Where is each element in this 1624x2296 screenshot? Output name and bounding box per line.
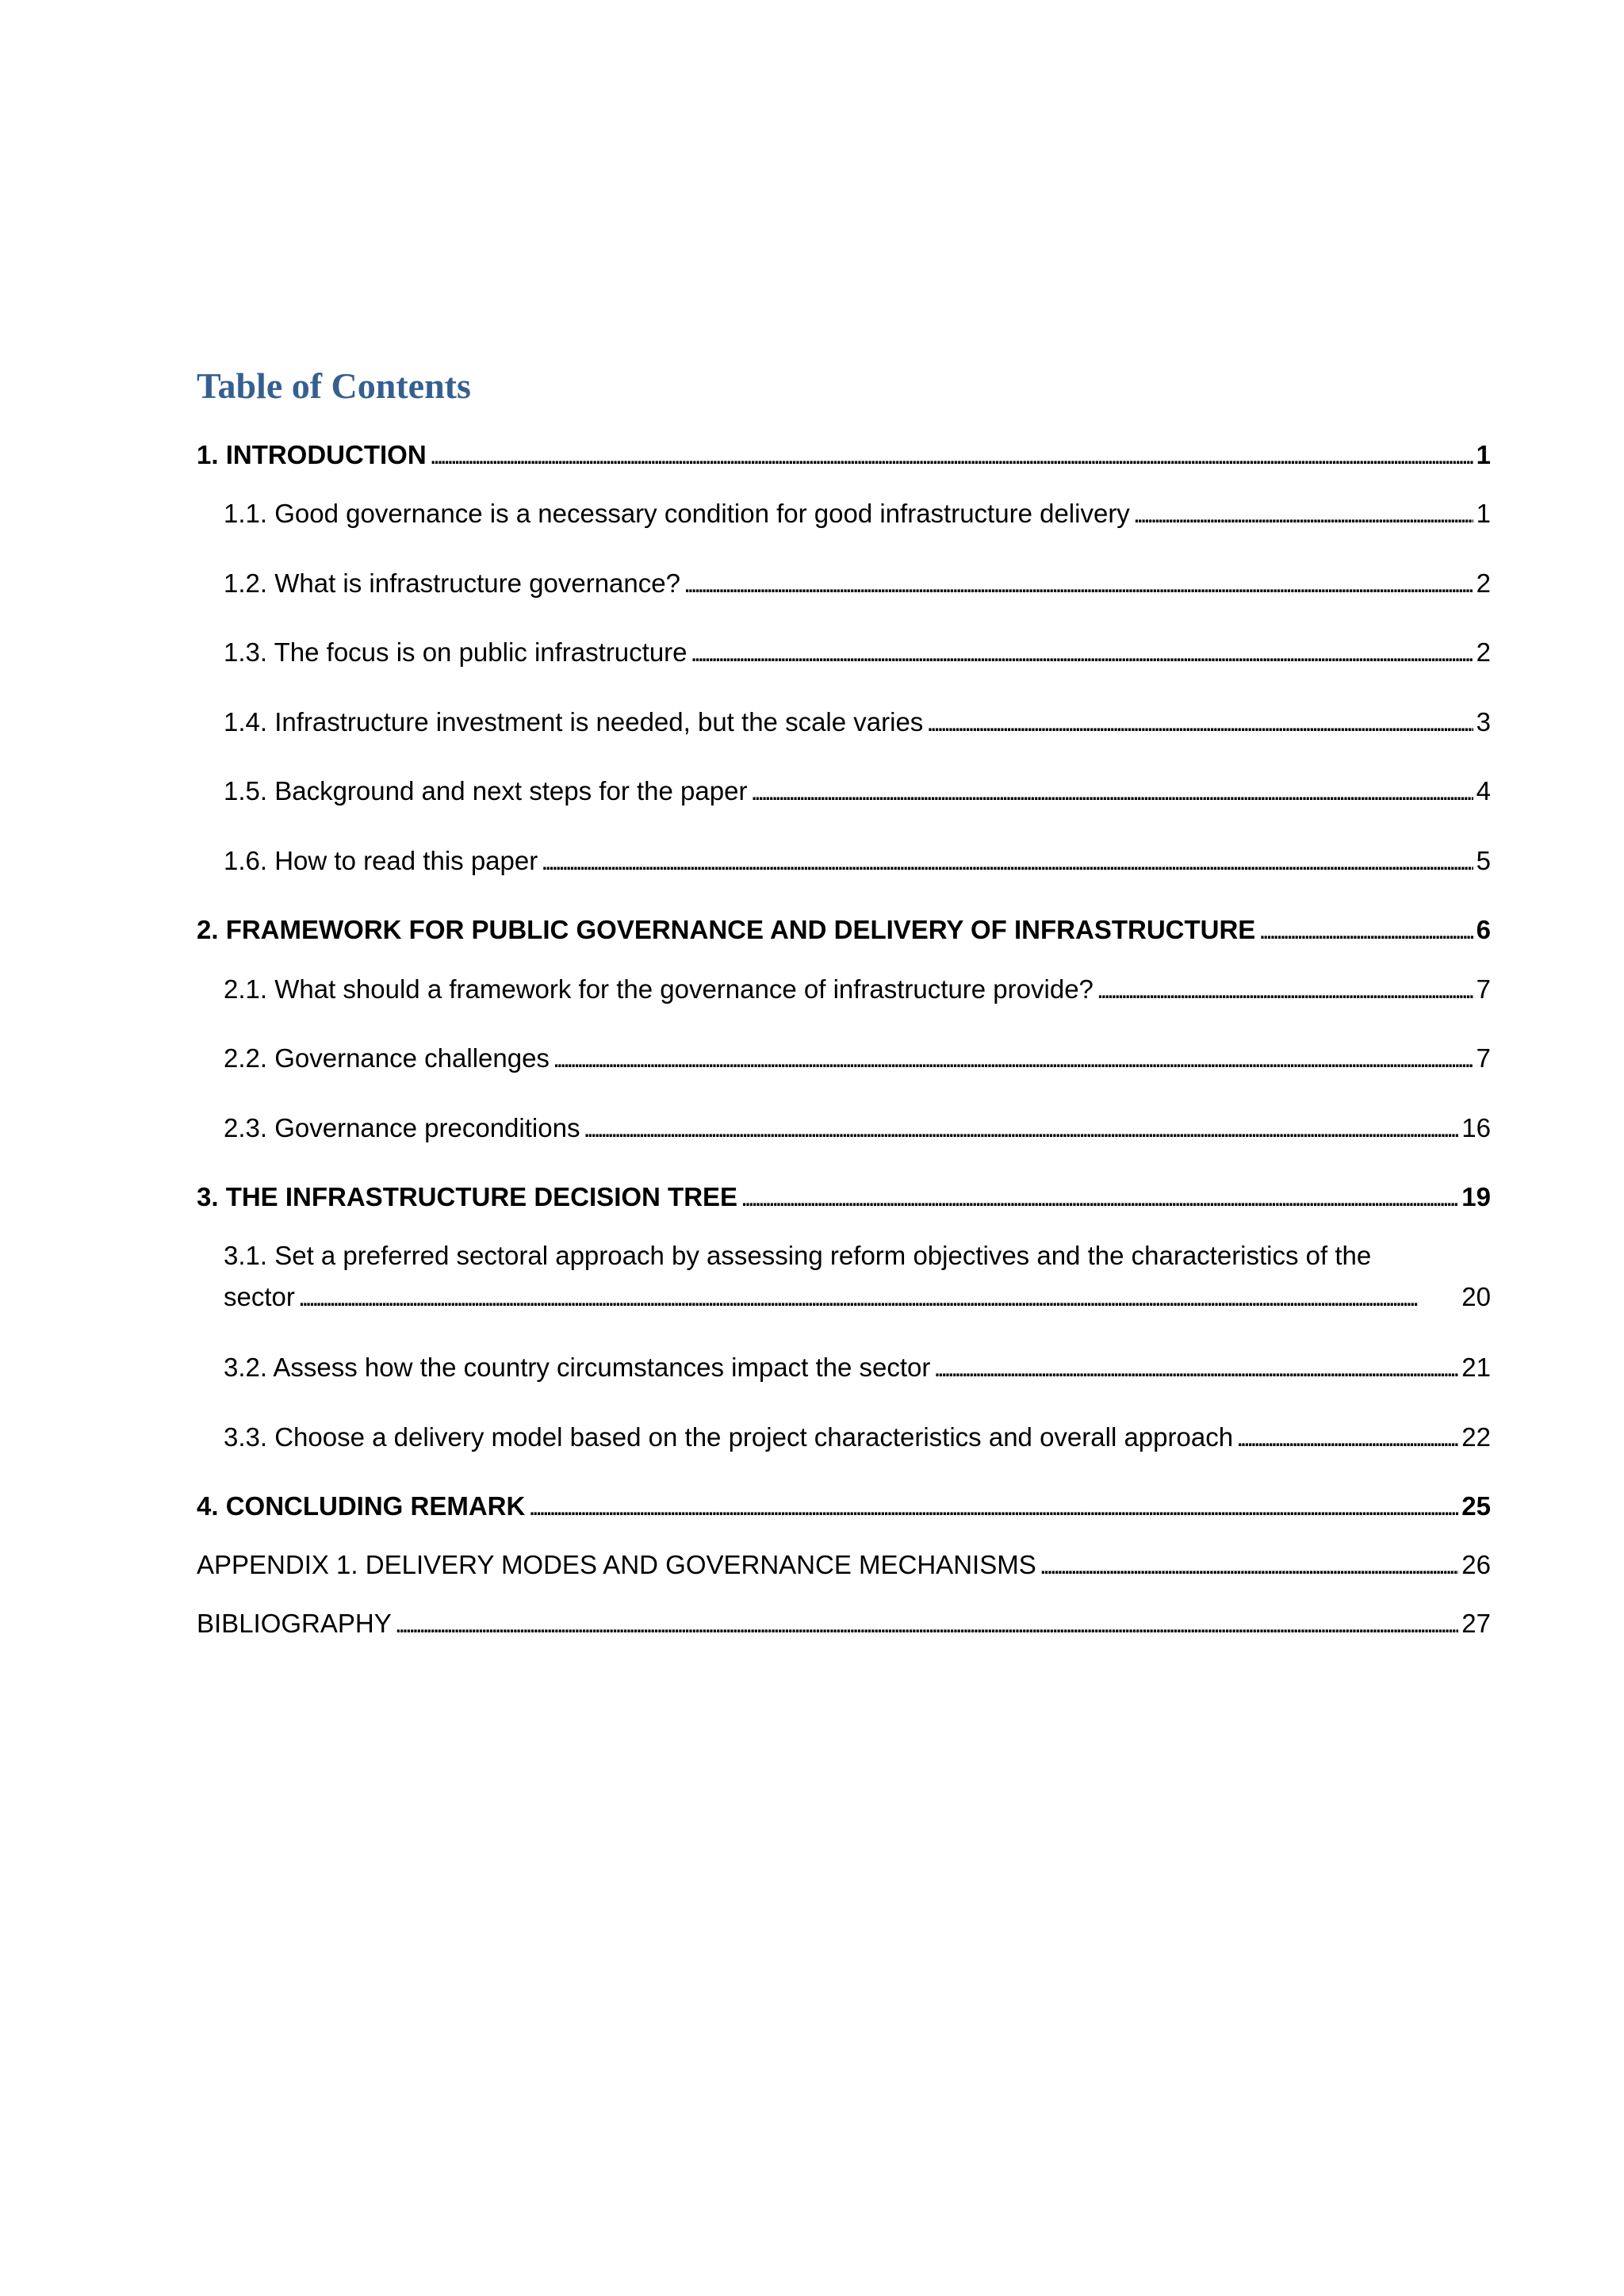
dot-leader [926,702,1473,743]
dot-leader [1236,1417,1458,1458]
toc-entry-1-4[interactable] [224,702,1491,743]
toc-entry-1-6[interactable] [224,840,1491,882]
toc-page-number: 1 [1476,440,1491,469]
toc-entry-appendix-1[interactable] [197,1544,1491,1586]
toc-page-number: 21 [1461,1353,1491,1382]
dot-leader [553,1038,1473,1079]
toc-entry-label: 3.2. Assess how the country circumstances impact the sector [224,1353,931,1382]
toc-entry-label: 2.3. Governance preconditions [224,1113,580,1142]
toc-page-number: 3 [1476,707,1491,737]
toc-entry-label: 2. FRAMEWORK FOR PUBLIC GOVERNANCE AND DELIVERY OF INFRASTRUCTURE [197,915,1256,944]
dot-leader [1133,493,1473,534]
toc-entry-label: 1.3. The focus is on public infrastructure [224,637,688,667]
toc-entry-label: 1.2. What is infrastructure governance? [224,568,680,598]
toc-page-number: 1 [1476,499,1491,528]
toc-page-number: 7 [1476,974,1491,1004]
toc-page-number: 20 [1461,1282,1491,1311]
dot-leader [1040,1544,1459,1586]
toc-entry-2-2[interactable] [224,1038,1491,1079]
toc-entry-1-3[interactable] [224,632,1491,673]
dot-leader [684,563,1473,604]
toc-entry-decision-tree[interactable] [197,1177,1491,1218]
toc-title: Table of Contents [197,365,471,406]
toc-entry-1-5[interactable] [224,771,1491,812]
toc-page-number: 2 [1476,568,1491,598]
toc-entry-3-3[interactable] [224,1417,1491,1458]
toc-entry-label: 3. THE INFRASTRUCTURE DECISION TREE [197,1182,738,1211]
toc-entry-label-line2: sector [224,1282,295,1311]
dot-leader [1097,969,1473,1010]
toc-entry-bibliography[interactable] [197,1603,1491,1644]
dot-leader [750,771,1473,812]
toc-page-number: 7 [1476,1043,1491,1073]
toc-page-number: 19 [1461,1182,1491,1211]
toc-entry-label: APPENDIX 1. DELIVERY MODES AND GOVERNANCE MECHANISMS [197,1550,1036,1579]
toc-entry-label-line1: 3.1. Set a preferred sectoral approach by assessing reform objectives and the characteristics of the [224,1241,1372,1270]
toc-entry-label: 1.6. How to read this paper [224,846,538,875]
dot-leader [933,1347,1458,1388]
toc-entry-2-3[interactable] [224,1108,1491,1149]
toc-page-number: 25 [1461,1491,1491,1521]
toc-entry-label: 1.4. Infrastructure investment is needed, but the scale varies [224,707,924,737]
toc-entry-3-2[interactable] [224,1347,1491,1388]
toc-page-number: 2 [1476,637,1491,667]
dot-leader [430,434,1473,476]
dot-leader [528,1486,1458,1527]
dot-leader [583,1108,1458,1149]
toc-page-number: 16 [1461,1113,1491,1142]
toc-entry-label: 3.3. Choose a delivery model based on the project characteristics and overall approach [224,1422,1234,1452]
dot-leader [741,1177,1458,1218]
toc-entry-introduction[interactable] [197,434,1491,476]
toc-entry-2-1[interactable] [224,969,1491,1010]
toc-entry-label: 1.5. Background and next steps for the paper [224,776,748,806]
dot-leader [395,1603,1459,1644]
dot-leader [691,632,1473,673]
toc-entry-label: 2.2. Governance challenges [224,1043,550,1073]
toc-entry-1-1[interactable] [224,493,1491,534]
dot-leader [1258,909,1473,951]
toc-page-number: 26 [1461,1550,1491,1579]
toc-page-number: 6 [1476,915,1491,944]
toc-entry-label: 1. INTRODUCTION [197,440,427,469]
dot-leader [541,840,1473,882]
toc-page-number: 5 [1476,846,1491,875]
toc-entry-label: 4. CONCLUDING REMARK [197,1491,526,1521]
toc-entry-label: 2.1. What should a framework for the governance of infrastructure provide? [224,974,1094,1004]
toc-page-number: 22 [1461,1422,1491,1452]
toc-entry-label: BIBLIOGRAPHY [197,1609,392,1638]
toc-entry-1-2[interactable] [224,563,1491,604]
dot-leader [298,1276,1458,1318]
toc-entry-label: 1.1. Good governance is a necessary condition for good infrastructure delivery [224,499,1130,528]
toc-page-number: 27 [1461,1609,1491,1638]
toc-entry-concluding-remark[interactable] [197,1486,1491,1527]
toc-page-number: 4 [1476,776,1491,806]
toc-entry-3-1[interactable] [224,1235,1491,1318]
toc-entry-framework[interactable] [197,909,1491,951]
